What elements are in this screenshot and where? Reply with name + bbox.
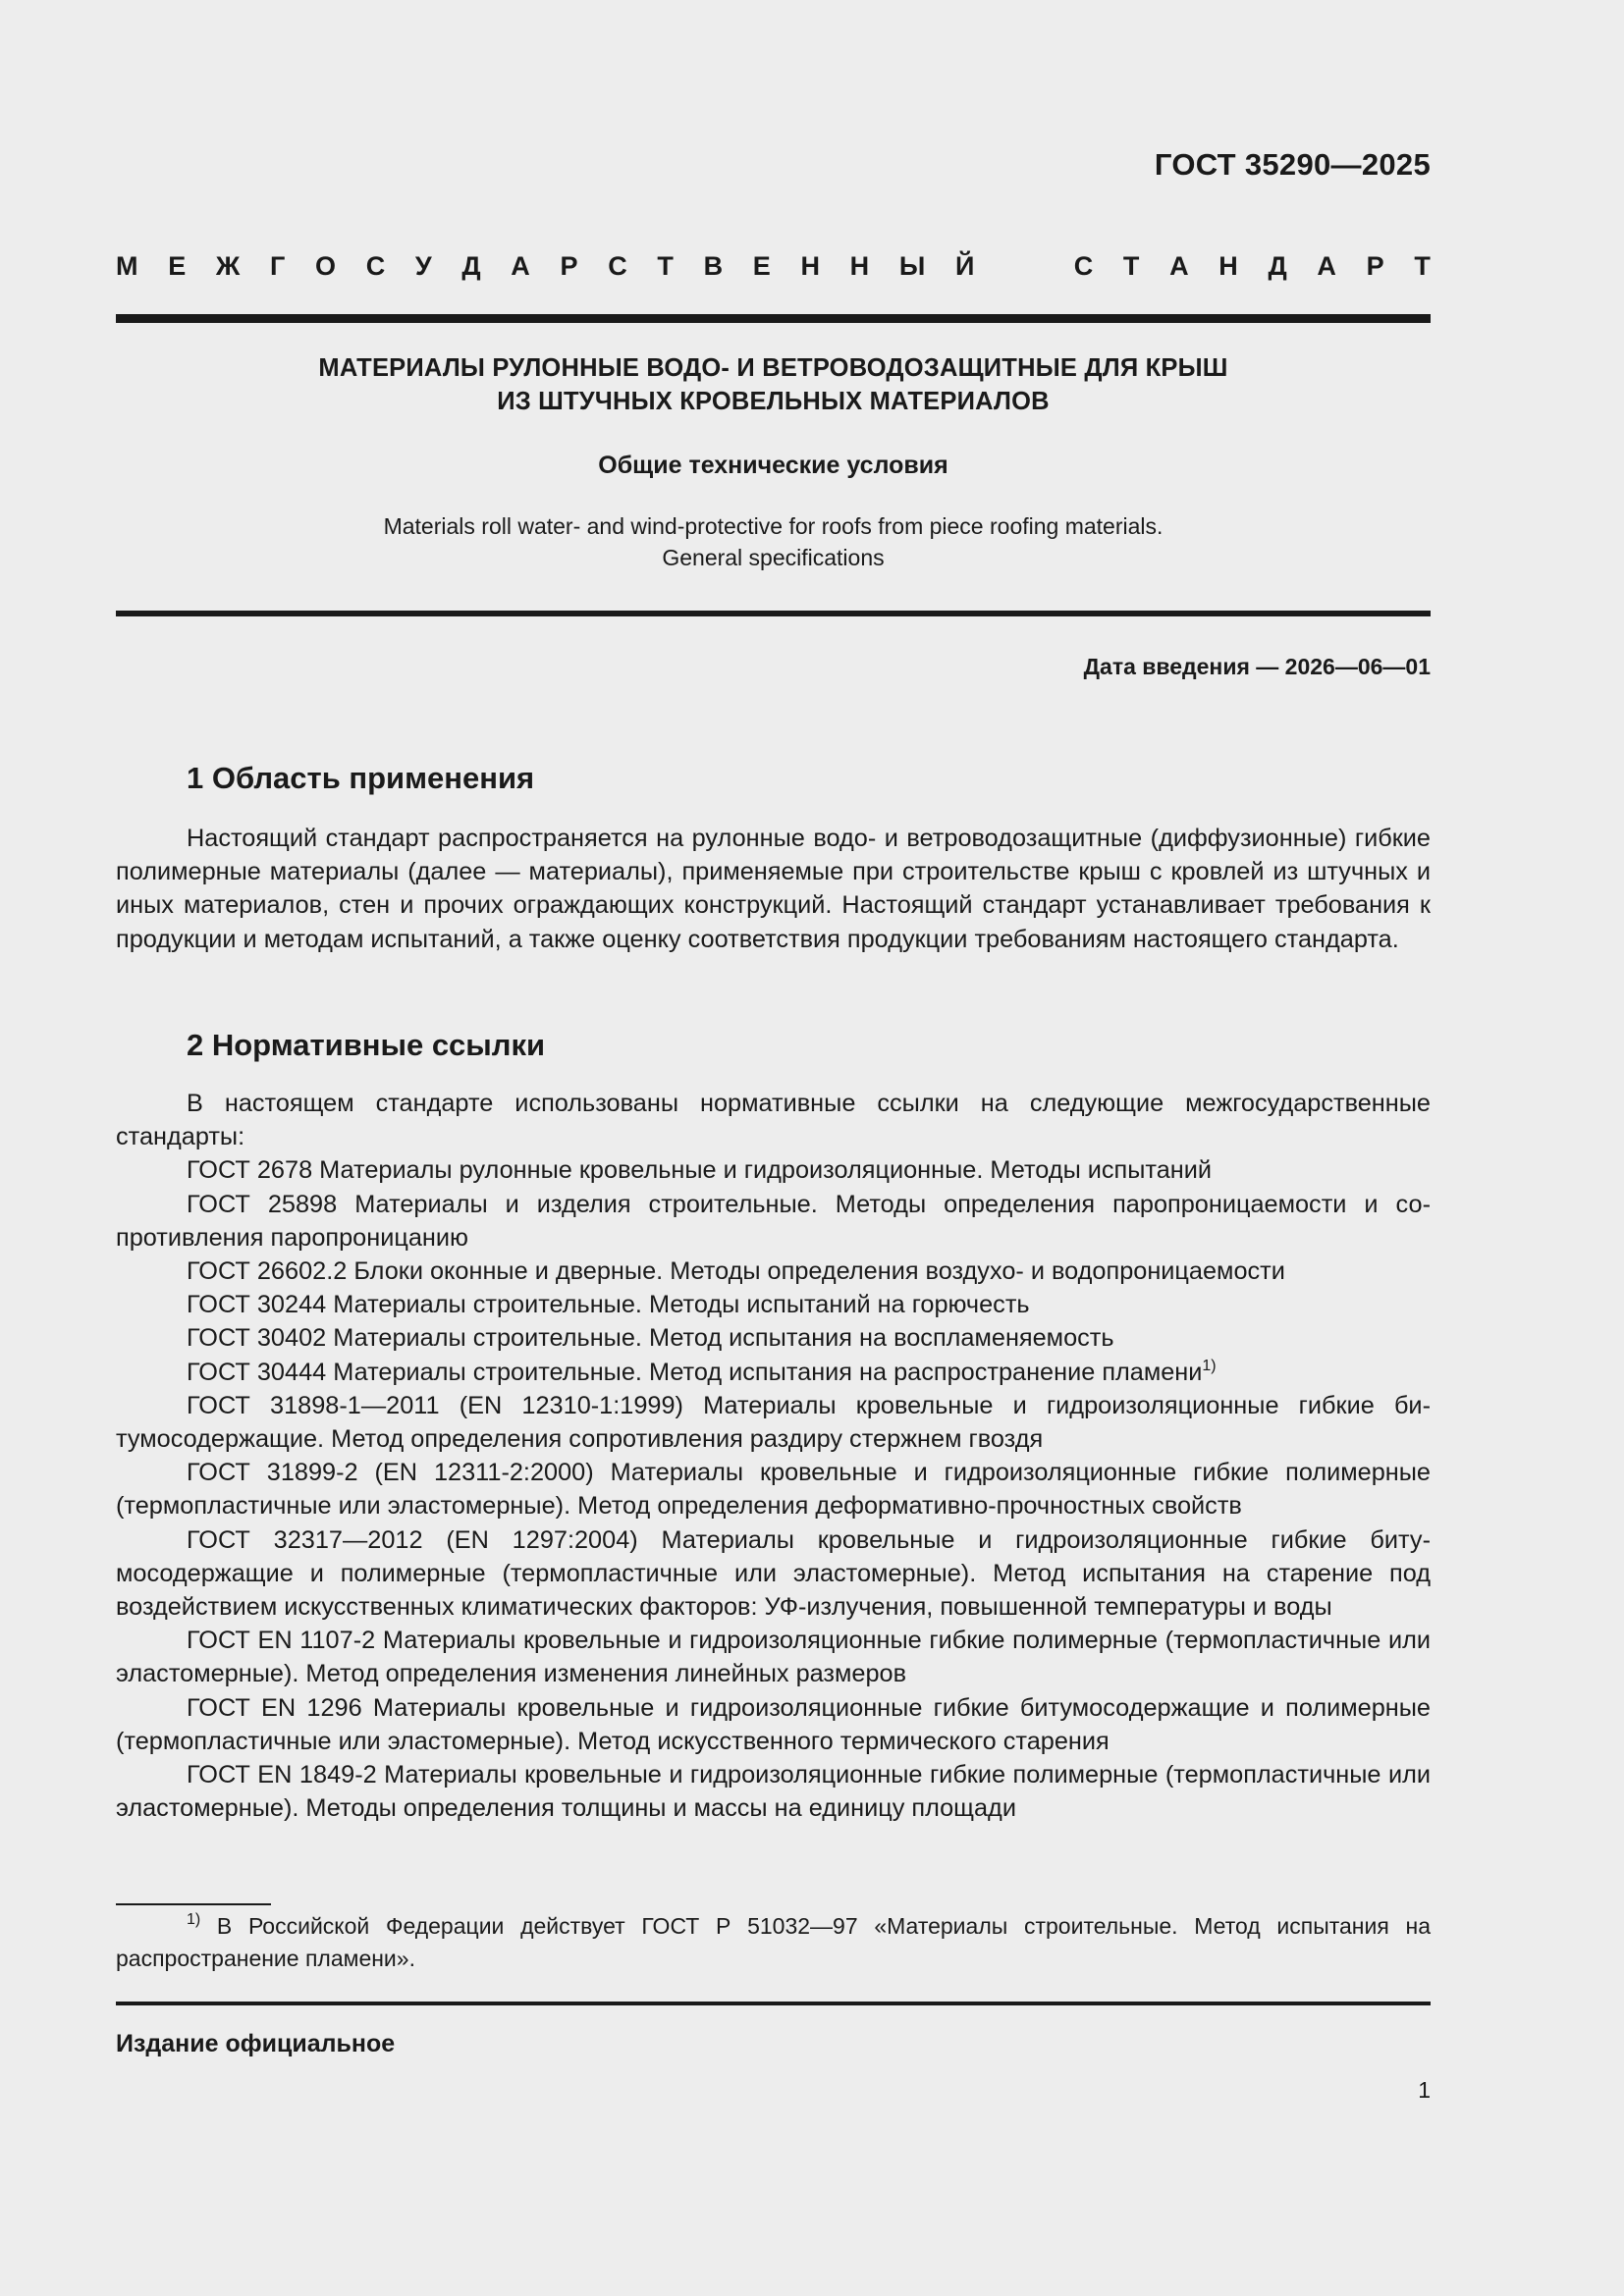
title-line-2: ИЗ ШТУЧНЫХ КРОВЕЛЬНЫХ МАТЕРИАЛОВ [497, 388, 1050, 415]
header-rule [116, 314, 1431, 323]
heading-letter: М [116, 251, 138, 281]
reference-item: ГОСТ 31899-2 (EN 12311-2:2000) Материалы кровельные и гидроизоляционные гибкие полимерные (термопластичные или эластомерные). Метод определения деформативно-прочностных свойств [116, 1459, 1431, 1521]
document-code: ГОСТ 35290—2025 [1154, 147, 1431, 182]
reference-item [116, 1356, 1431, 1389]
heading-letter: А [1317, 251, 1336, 281]
heading-letter: О [314, 251, 336, 281]
heading-letter: Н [800, 251, 820, 281]
document-title [116, 351, 1431, 418]
english-title-line-2: General specifications [662, 545, 885, 570]
reference-item: ГОСТ EN 1107-2 Материалы кровельные и гидроизоляционные гибкие полимерные (термопластичные или эластомерные). Метод определения изменения линейных размеров [116, 1627, 1431, 1688]
heading-letter: Т [1122, 251, 1140, 281]
footnote-text: В Российской Федерации действует ГОСТ Р 51032—97 «Материалы строительные. Метод испытания на распространение пламени». [116, 1913, 1431, 1971]
heading-letter: Е [752, 251, 771, 281]
footnote-rule [116, 1903, 271, 1905]
heading-letter: А [511, 251, 530, 281]
heading-letter: Т [657, 251, 674, 281]
document-subtitle: Общие технические условия [598, 452, 948, 479]
introduction-date: Дата введения — 2026—06—01 [1083, 654, 1431, 679]
section-1-paragraph: Настоящий стандарт распространяется на рулонные водо- и ветроводозащитные (диффузионные) гибкие полимерные материалы (далее — материалы), применяемые при строительстве крыш с кровлей из штучных и иных материалов, стен и прочих ограждающих конструкций. Настоящий стандарт устанавливает требования к продукции и методам испытаний, а также оценку соответствия продукции требованиям настоящего стандарта. [116, 825, 1431, 953]
heading-letter: С [1073, 251, 1094, 281]
title-line-1: МАТЕРИАЛЫ РУЛОННЫЕ ВОДО- И ВЕТРОВОДОЗАЩИТНЫЕ ДЛЯ КРЫШ [318, 354, 1228, 382]
heading-letter: Е [168, 251, 187, 281]
section-1-heading: 1 Область применения [187, 761, 535, 795]
reference-item: ГОСТ EN 1849-2 Материалы кровельные и гидроизоляционные гибкие полимерные (термопластичные или эластомерные). Методы определения толщины и массы на единицу площади [116, 1761, 1431, 1823]
reference-item: ГОСТ 30402 Материалы строительные. Метод испытания на воспламеняемость [187, 1324, 1114, 1353]
heading-letter: С [365, 251, 386, 281]
heading-letter: У [414, 251, 432, 281]
footnote-number: 1) [187, 1911, 201, 1928]
heading-letter: Й [954, 251, 975, 281]
heading-letter: Р [560, 251, 578, 281]
heading-letter: Н [1218, 251, 1238, 281]
english-title-line-1: Materials roll water- and wind-protective for roofs from piece roofing materials. [383, 513, 1164, 539]
page-number: 1 [1418, 2077, 1431, 2103]
reference-item: ГОСТ 30244 Материалы строительные. Методы испытаний на горючесть [187, 1291, 1030, 1319]
official-edition-label: Издание официальное [116, 2030, 396, 2057]
references-intro: В настоящем стандарте использованы нормативные ссылки на следующие межгосударственные стандарты: [116, 1090, 1431, 1151]
heading-letter: Д [461, 251, 481, 281]
reference-item: ГОСТ 2678 Материалы рулонные кровельные и гидроизоляционные. Методы испытаний [187, 1156, 1213, 1185]
heading-letter: Д [1268, 251, 1287, 281]
reference-item: ГОСТ 32317—2012 (EN 1297:2004) Материалы кровельные и гидроизоляционные гибкие битумосодержащие и полимерные (термопластичные или эластомерные). Метод испытания на старение под воздействием искусственных климатических факторов: УФ-излучения, повышенной температуры и воды [116, 1525, 1431, 1622]
heading-letter: Ж [215, 251, 241, 281]
normative-references [116, 1087, 1431, 1825]
section-1-text [116, 822, 1431, 956]
footnote-marker: 1) [1202, 1357, 1217, 1374]
reference-item: ГОСТ 25898 Материалы и изделия строительные. Методы определения паропроницаемости и сопротивления паропроницанию [116, 1190, 1431, 1252]
heading-letter: В [703, 251, 724, 281]
heading-letter: Н [849, 251, 870, 281]
standard-type [116, 251, 1431, 282]
section-2-heading: 2 Нормативные ссылки [187, 1028, 546, 1062]
footnote [116, 1910, 1431, 1975]
reference-item: ГОСТ 31898-1—2011 (EN 12310-1:1999) Материалы кровельные и гидроизоляционные гибкие битумосодержащие. Метод определения сопротивления раздиру стержнем гвоздя [116, 1391, 1431, 1454]
heading-letter: Г [269, 251, 286, 281]
heading-letter: А [1169, 251, 1189, 281]
reference-item: ГОСТ EN 1296 Материалы кровельные и гидроизоляционные гибкие битумосодержащие и полимерные (термопластичные или эластомерные). Метод искусственного термического старения [116, 1693, 1431, 1755]
reference-text: ГОСТ 30444 Материалы строительные. Метод испытания на распространение пламени [187, 1358, 1203, 1386]
heading-letter: Т [1414, 251, 1431, 281]
english-title [116, 510, 1431, 573]
heading-letter: Р [1366, 251, 1384, 281]
title-rule [116, 611, 1431, 616]
heading-letter: Ы [898, 251, 926, 281]
heading-letter: С [608, 251, 627, 281]
reference-item: ГОСТ 26602.2 Блоки оконные и дверные. Методы определения воздухо- и водопроницаемости [187, 1257, 1285, 1286]
footer-rule [116, 2002, 1431, 2005]
